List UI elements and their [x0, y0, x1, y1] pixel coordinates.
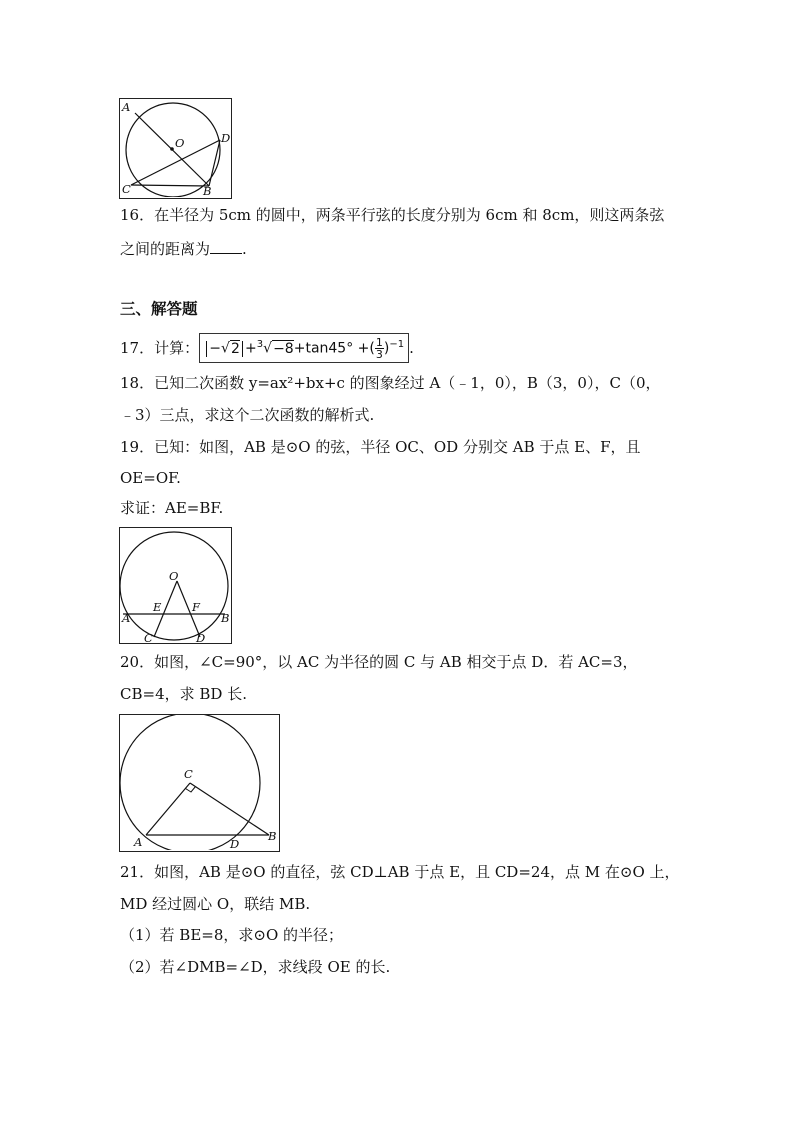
- q20-line1: 20．如图，∠C=90°，以 AC 为半径的圆 C 与 AB 相交于点 D．若 AC=3，: [120, 653, 638, 671]
- q16-line2-pre: 之间的距离为: [120, 240, 211, 258]
- q20-line2: CB=4，求 BD 长.: [120, 685, 247, 703]
- q16-line1: 16．在半径为 5cm 的圆中，两条平行弦的长度分别为 6cm 和 8cm，则这两条弦: [120, 206, 665, 224]
- q17-tail: .: [409, 339, 414, 358]
- label-b: B: [221, 611, 230, 625]
- q16-line2: [120, 239, 247, 259]
- q17-line: [120, 334, 414, 364]
- fraction-denominator: 3: [375, 348, 383, 362]
- label-a: A: [122, 611, 131, 625]
- exponent: −1: [389, 339, 405, 350]
- figure-circle-adb: [119, 98, 232, 199]
- sqrt-2-value: 2: [230, 340, 240, 357]
- label-a: A: [122, 100, 131, 114]
- label-c: C: [144, 631, 153, 642]
- label-a: A: [134, 835, 143, 849]
- plus-sign: +: [245, 340, 257, 357]
- q18-line2: ﹣3）三点，求这个二次函数的解析式.: [120, 406, 375, 424]
- q17-label: 17．计算：: [120, 339, 200, 358]
- q21-line1: 21．如图，AB 是⊙O 的直径，弦 CD⊥AB 于点 E，且 CD=24，点 M 在⊙O 上，: [120, 863, 680, 881]
- figure-q20: [119, 714, 280, 852]
- label-d: D: [221, 131, 230, 145]
- section-title: 三、解答题: [120, 299, 198, 318]
- label-c: C: [122, 182, 131, 196]
- q19-line1: 19．已知：如图，AB 是⊙O 的弦，半径 OC、OD 分别交 AB 于点 E、F，且: [120, 438, 641, 456]
- q19-line2: OE=OF.: [120, 469, 181, 487]
- q16-answer-blank[interactable]: [210, 239, 242, 254]
- abs-bar-right: [242, 341, 243, 357]
- label-d: D: [230, 837, 240, 850]
- cube-root-value: −8: [273, 340, 294, 357]
- fraction: [375, 337, 384, 360]
- close-paren: ): [383, 340, 390, 357]
- label-e: E: [153, 600, 162, 614]
- figure-q20-svg: [120, 715, 278, 850]
- figure-circle-adb-svg: [120, 99, 230, 197]
- q17-formula: −√2 +$^3$√−8+tan45° +( $\frac{1}{3}$ )$^{-1}$: [199, 333, 409, 363]
- label-b: B: [203, 184, 212, 197]
- figure-q19-svg: [120, 528, 230, 642]
- q19-line3: 求证：AE=BF.: [120, 499, 224, 517]
- label-o: O: [175, 136, 185, 150]
- label-o: O: [169, 569, 179, 583]
- label-d: D: [196, 631, 206, 642]
- fraction-numerator: 1: [375, 336, 383, 350]
- label-f: F: [192, 600, 200, 614]
- q16-line2-post: .: [242, 240, 247, 258]
- label-b: B: [268, 829, 277, 843]
- q21-line2: MD 经过圆心 O，联结 MB.: [120, 895, 311, 913]
- q21-part1: （1）若 BE=8，求⊙O 的半径；: [120, 926, 344, 944]
- label-c: C: [184, 767, 193, 781]
- q18-line1: 18．已知二次函数 y=ax²+bx+c 的图象经过 A（﹣1，0），B（3，0），C（0，: [120, 374, 661, 392]
- q21-part2: （2）若∠DMB=∠D，求线段 OE 的长.: [120, 958, 391, 976]
- tan-term: +tan45° +(: [293, 340, 375, 357]
- cube-root-index: 3: [256, 339, 264, 350]
- abs-bar-left: [206, 341, 207, 357]
- figure-q19: [119, 527, 232, 644]
